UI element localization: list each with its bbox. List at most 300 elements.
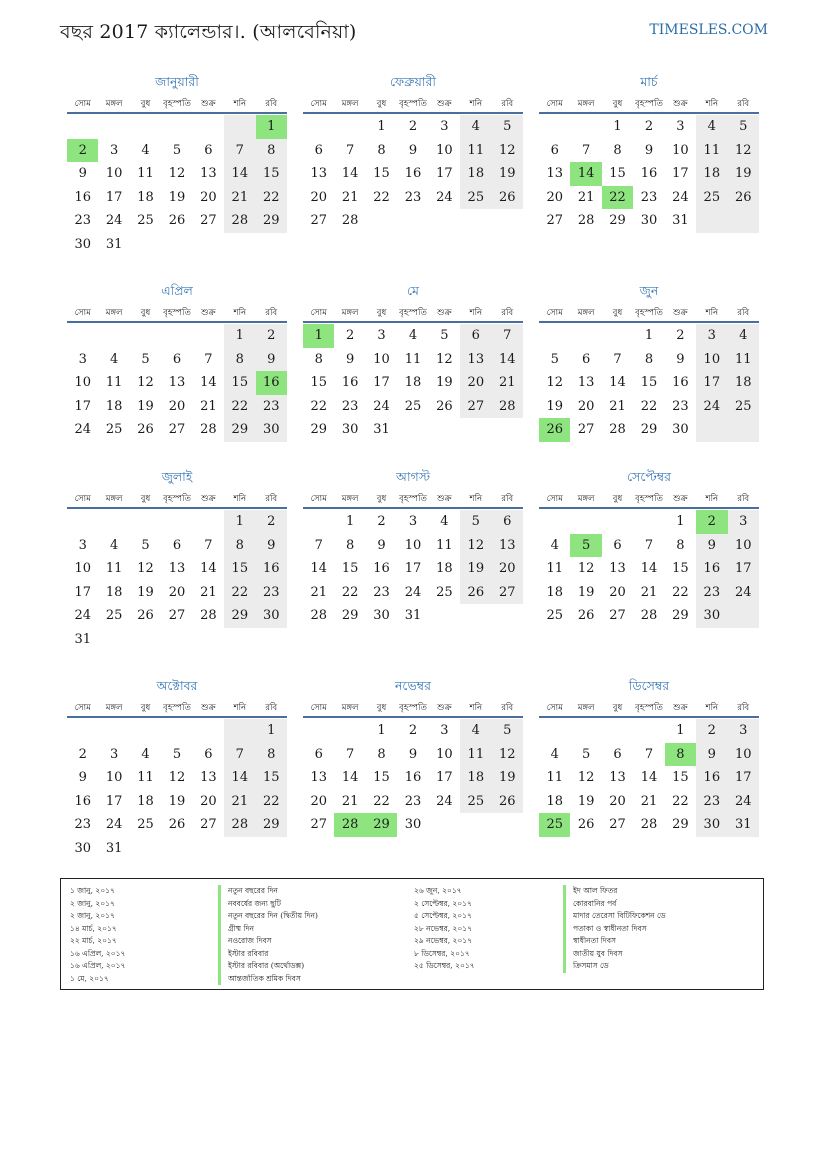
day-cell[interactable]: 21 <box>200 398 217 414</box>
day-cell[interactable]: 22 <box>640 398 658 414</box>
day-cell[interactable]: 3 <box>728 510 759 534</box>
day-cell[interactable]: 1 <box>377 723 386 739</box>
day-cell[interactable]: 29 <box>640 422 658 438</box>
day-cell[interactable]: 18 <box>546 584 563 600</box>
day-cell[interactable]: 25 <box>436 584 453 600</box>
day-cell[interactable]: 24 <box>373 398 390 414</box>
day-cell[interactable]: 29 <box>310 422 327 438</box>
day-cell[interactable]: 17 <box>436 770 453 786</box>
day-cell[interactable]: 9 <box>696 534 727 558</box>
day-cell[interactable]: 6 <box>550 142 559 158</box>
day-cell[interactable]: 17 <box>74 398 91 414</box>
day-cell[interactable]: 4 <box>141 142 150 158</box>
day-cell[interactable]: 10 <box>404 537 422 553</box>
day-cell[interactable]: 2 <box>676 328 685 344</box>
day-cell[interactable]: 21 <box>224 186 255 210</box>
day-cell[interactable]: 10 <box>728 743 759 767</box>
day-cell[interactable]: 7 <box>224 743 255 767</box>
day-cell[interactable]: 25 <box>404 398 422 414</box>
day-cell[interactable]: 12 <box>492 139 523 163</box>
day-cell[interactable]: 30 <box>404 817 422 833</box>
day-cell[interactable]: 5 <box>141 537 150 553</box>
day-cell[interactable]: 4 <box>141 746 150 762</box>
day-cell[interactable]: 13 <box>460 348 491 372</box>
day-cell[interactable]: 5 <box>460 510 491 534</box>
day-cell[interactable]: 21 <box>577 189 595 205</box>
day-cell[interactable]: 22 <box>341 584 359 600</box>
day-cell[interactable]: 3 <box>676 119 685 135</box>
day-cell[interactable]: 1 <box>676 723 685 739</box>
day-cell[interactable]: 12 <box>728 139 759 163</box>
day-cell[interactable]: 8 <box>314 351 323 367</box>
day-cell[interactable]: 24 <box>696 395 727 419</box>
day-cell[interactable]: 3 <box>696 324 727 348</box>
day-cell[interactable]: 19 <box>546 398 563 414</box>
day-cell[interactable]: 19 <box>168 793 186 809</box>
day-cell[interactable]: 1 <box>345 514 355 530</box>
day-cell[interactable]: 28 <box>609 422 626 438</box>
day-cell[interactable]: 9 <box>256 348 287 372</box>
day-cell[interactable]: 21 <box>200 584 217 600</box>
day-cell[interactable]: 9 <box>78 166 87 182</box>
day-cell[interactable]: 14 <box>224 766 255 790</box>
day-cell[interactable]: 11 <box>105 561 123 577</box>
day-cell[interactable]: 8 <box>613 142 622 158</box>
day-cell[interactable]: 10 <box>728 534 759 558</box>
day-cell[interactable]: 7 <box>345 142 355 158</box>
day-cell[interactable]: 10 <box>696 348 727 372</box>
day-cell[interactable]: 16 <box>696 557 727 581</box>
day-cell[interactable]: 10 <box>436 746 453 762</box>
day-cell[interactable]: 15 <box>341 561 359 577</box>
day-cell[interactable]: 14 <box>341 770 359 786</box>
day-cell[interactable]: 19 <box>492 162 523 186</box>
day-cell[interactable]: 30 <box>696 604 727 628</box>
day-cell[interactable]: 30 <box>672 422 689 438</box>
day-cell[interactable]: 27 <box>200 817 217 833</box>
day-cell[interactable]: 9 <box>408 746 418 762</box>
day-cell[interactable]: 16 <box>74 793 91 809</box>
day-cell[interactable]: 31 <box>728 813 759 837</box>
day-cell[interactable]: 16 <box>696 766 727 790</box>
day-cell[interactable]: 30 <box>256 604 287 628</box>
day-cell[interactable]: 31 <box>105 236 123 252</box>
day-cell[interactable]: 8 <box>377 142 386 158</box>
day-cell[interactable]: 8 <box>224 534 255 558</box>
day-cell[interactable]: 7 <box>204 351 213 367</box>
day-cell[interactable]: 12 <box>577 561 595 577</box>
day-cell[interactable]: 23 <box>256 581 287 605</box>
day-cell[interactable]: 7 <box>224 139 255 163</box>
day-cell[interactable]: 5 <box>492 115 523 139</box>
day-cell[interactable]: 14 <box>609 375 626 391</box>
day-cell[interactable]: 13 <box>609 561 626 577</box>
day-cell[interactable]: 23 <box>373 584 390 600</box>
day-cell[interactable]: 1 <box>224 324 255 348</box>
day-cell[interactable]: 28 <box>310 608 327 624</box>
day-cell[interactable]: 2 <box>78 746 87 762</box>
day-cell[interactable]: 12 <box>577 770 595 786</box>
day-cell[interactable]: 2 <box>377 514 386 530</box>
day-cell[interactable]: 6 <box>204 746 213 762</box>
day-cell[interactable]: 2 <box>644 119 654 135</box>
day-cell[interactable]: 19 <box>436 375 453 391</box>
day-cell[interactable]: 11 <box>728 348 759 372</box>
day-cell[interactable]: 26 <box>137 608 154 624</box>
day-cell[interactable]: 1 <box>303 324 334 348</box>
day-cell[interactable]: 11 <box>460 139 491 163</box>
day-cell[interactable]: 5 <box>440 328 449 344</box>
day-cell[interactable]: 4 <box>440 514 449 530</box>
day-cell[interactable]: 16 <box>404 770 422 786</box>
day-cell[interactable]: 29 <box>366 813 397 837</box>
day-cell[interactable]: 10 <box>436 142 453 158</box>
day-cell[interactable]: 25 <box>728 395 759 419</box>
day-cell[interactable]: 9 <box>78 770 87 786</box>
day-cell[interactable]: 10 <box>105 770 123 786</box>
day-cell[interactable]: 16 <box>256 557 287 581</box>
day-cell[interactable]: 6 <box>314 746 323 762</box>
day-cell[interactable]: 31 <box>672 213 689 229</box>
day-cell[interactable]: 18 <box>696 162 727 186</box>
day-cell[interactable]: 20 <box>310 189 327 205</box>
day-cell[interactable]: 13 <box>168 375 186 391</box>
day-cell[interactable]: 24 <box>74 422 91 438</box>
day-cell[interactable]: 1 <box>256 719 287 743</box>
day-cell[interactable]: 17 <box>728 766 759 790</box>
day-cell[interactable]: 4 <box>460 719 491 743</box>
day-cell[interactable]: 23 <box>74 817 91 833</box>
day-cell[interactable]: 27 <box>492 581 523 605</box>
day-cell[interactable]: 29 <box>341 608 359 624</box>
day-cell[interactable]: 19 <box>460 557 491 581</box>
day-cell[interactable]: 24 <box>74 608 91 624</box>
day-cell[interactable]: 23 <box>74 213 91 229</box>
day-cell[interactable]: 29 <box>609 213 626 229</box>
day-cell[interactable]: 6 <box>172 351 182 367</box>
day-cell[interactable]: 15 <box>672 770 689 786</box>
day-cell[interactable]: 24 <box>436 793 453 809</box>
day-cell[interactable]: 12 <box>460 534 491 558</box>
day-cell[interactable]: 8 <box>256 139 287 163</box>
day-cell[interactable]: 29 <box>256 209 287 233</box>
day-cell[interactable]: 26 <box>168 817 186 833</box>
day-cell[interactable]: 1 <box>613 119 622 135</box>
day-cell[interactable]: 28 <box>200 608 217 624</box>
day-cell[interactable]: 20 <box>200 793 217 809</box>
day-cell[interactable]: 14 <box>200 375 217 391</box>
day-cell[interactable]: 24 <box>728 581 759 605</box>
day-cell[interactable]: 16 <box>404 166 422 182</box>
day-cell[interactable]: 2 <box>696 510 727 534</box>
day-cell[interactable]: 26 <box>492 790 523 814</box>
day-cell[interactable]: 15 <box>373 166 390 182</box>
day-cell[interactable]: 19 <box>137 398 154 414</box>
day-cell[interactable]: 5 <box>581 746 591 762</box>
day-cell[interactable]: 18 <box>728 371 759 395</box>
day-cell[interactable]: 14 <box>200 561 217 577</box>
day-cell[interactable]: 16 <box>672 375 689 391</box>
day-cell[interactable]: 5 <box>570 534 601 558</box>
day-cell[interactable]: 23 <box>256 395 287 419</box>
day-cell[interactable]: 21 <box>310 584 327 600</box>
day-cell[interactable]: 12 <box>168 166 186 182</box>
day-cell[interactable]: 28 <box>200 422 217 438</box>
day-cell[interactable]: 5 <box>728 115 759 139</box>
day-cell[interactable]: 18 <box>460 162 491 186</box>
day-cell[interactable]: 27 <box>310 213 327 229</box>
day-cell[interactable]: 20 <box>546 189 563 205</box>
day-cell[interactable]: 4 <box>109 537 119 553</box>
day-cell[interactable]: 29 <box>672 817 689 833</box>
day-cell[interactable]: 2 <box>256 510 287 534</box>
day-cell[interactable]: 15 <box>672 561 689 577</box>
day-cell[interactable]: 22 <box>602 186 633 210</box>
day-cell[interactable]: 25 <box>105 608 123 624</box>
day-cell[interactable]: 6 <box>581 351 591 367</box>
day-cell[interactable]: 13 <box>200 166 217 182</box>
day-cell[interactable]: 23 <box>404 793 422 809</box>
day-cell[interactable]: 4 <box>696 115 727 139</box>
day-cell[interactable]: 27 <box>546 213 563 229</box>
day-cell[interactable]: 13 <box>168 561 186 577</box>
day-cell[interactable]: 7 <box>492 324 523 348</box>
day-cell[interactable]: 11 <box>137 166 154 182</box>
day-cell[interactable]: 21 <box>492 371 523 395</box>
day-cell[interactable]: 22 <box>256 790 287 814</box>
day-cell[interactable]: 11 <box>137 770 154 786</box>
day-cell[interactable]: 20 <box>577 398 595 414</box>
day-cell[interactable]: 23 <box>696 790 727 814</box>
day-cell[interactable]: 9 <box>676 351 685 367</box>
day-cell[interactable]: 7 <box>345 746 355 762</box>
day-cell[interactable]: 10 <box>672 142 689 158</box>
day-cell[interactable]: 27 <box>609 817 626 833</box>
day-cell[interactable]: 30 <box>696 813 727 837</box>
day-cell[interactable]: 30 <box>640 213 658 229</box>
day-cell[interactable]: 17 <box>105 793 123 809</box>
day-cell[interactable]: 29 <box>256 813 287 837</box>
day-cell[interactable]: 14 <box>640 770 658 786</box>
day-cell[interactable]: 11 <box>546 770 563 786</box>
day-cell[interactable]: 3 <box>728 719 759 743</box>
day-cell[interactable]: 30 <box>341 422 359 438</box>
day-cell[interactable]: 3 <box>109 142 119 158</box>
day-cell[interactable]: 25 <box>105 422 123 438</box>
day-cell[interactable]: 13 <box>200 770 217 786</box>
day-cell[interactable]: 20 <box>460 371 491 395</box>
day-cell[interactable]: 6 <box>492 510 523 534</box>
day-cell[interactable]: 26 <box>460 581 491 605</box>
day-cell[interactable]: 20 <box>609 584 626 600</box>
day-cell[interactable]: 4 <box>550 746 559 762</box>
day-cell[interactable]: 5 <box>172 746 182 762</box>
day-cell[interactable]: 20 <box>492 557 523 581</box>
day-cell[interactable]: 12 <box>436 351 453 367</box>
day-cell[interactable]: 1 <box>676 514 685 530</box>
day-cell[interactable]: 21 <box>609 398 626 414</box>
day-cell[interactable]: 30 <box>74 236 91 252</box>
day-cell[interactable]: 4 <box>109 351 119 367</box>
day-cell[interactable]: 6 <box>460 324 491 348</box>
day-cell[interactable]: 15 <box>609 166 626 182</box>
day-cell[interactable]: 9 <box>345 351 355 367</box>
day-cell[interactable]: 28 <box>492 395 523 419</box>
day-cell[interactable]: 4 <box>460 115 491 139</box>
day-cell[interactable]: 29 <box>672 608 689 624</box>
day-cell[interactable]: 4 <box>408 328 418 344</box>
day-cell[interactable]: 19 <box>728 162 759 186</box>
day-cell[interactable]: 26 <box>577 817 595 833</box>
day-cell[interactable]: 10 <box>105 166 123 182</box>
day-cell[interactable]: 12 <box>546 375 563 391</box>
day-cell[interactable]: 28 <box>224 209 255 233</box>
day-cell[interactable]: 12 <box>168 770 186 786</box>
day-cell[interactable]: 18 <box>546 793 563 809</box>
day-cell[interactable]: 24 <box>105 817 123 833</box>
day-cell[interactable]: 3 <box>78 351 87 367</box>
day-cell[interactable]: 25 <box>460 186 491 210</box>
day-cell[interactable]: 26 <box>728 186 759 210</box>
day-cell[interactable]: 11 <box>696 139 727 163</box>
day-cell[interactable]: 18 <box>105 584 123 600</box>
day-cell[interactable]: 30 <box>373 608 390 624</box>
day-cell[interactable]: 21 <box>341 793 359 809</box>
day-cell[interactable]: 19 <box>577 793 595 809</box>
day-cell[interactable]: 5 <box>141 351 150 367</box>
day-cell[interactable]: 17 <box>728 557 759 581</box>
day-cell[interactable]: 11 <box>460 743 491 767</box>
day-cell[interactable]: 6 <box>314 142 323 158</box>
day-cell[interactable]: 11 <box>105 375 123 391</box>
day-cell[interactable]: 21 <box>640 793 658 809</box>
day-cell[interactable]: 22 <box>310 398 327 414</box>
day-cell[interactable]: 18 <box>105 398 123 414</box>
day-cell[interactable]: 26 <box>577 608 595 624</box>
day-cell[interactable]: 14 <box>341 166 359 182</box>
day-cell[interactable]: 17 <box>105 189 123 205</box>
day-cell[interactable]: 14 <box>640 561 658 577</box>
day-cell[interactable]: 13 <box>577 375 595 391</box>
day-cell[interactable]: 7 <box>581 142 591 158</box>
day-cell[interactable]: 25 <box>460 790 491 814</box>
day-cell[interactable]: 23 <box>696 581 727 605</box>
day-cell[interactable]: 3 <box>78 537 87 553</box>
day-cell[interactable]: 5 <box>550 351 559 367</box>
day-cell[interactable]: 24 <box>105 213 123 229</box>
day-cell[interactable]: 2 <box>408 119 418 135</box>
day-cell[interactable]: 25 <box>539 813 570 837</box>
day-cell[interactable]: 13 <box>492 534 523 558</box>
day-cell[interactable]: 6 <box>204 142 213 158</box>
day-cell[interactable]: 27 <box>460 395 491 419</box>
day-cell[interactable]: 15 <box>224 371 255 395</box>
day-cell[interactable]: 14 <box>310 561 327 577</box>
day-cell[interactable]: 29 <box>224 418 255 442</box>
day-cell[interactable]: 8 <box>676 537 685 553</box>
day-cell[interactable]: 18 <box>460 766 491 790</box>
day-cell[interactable]: 25 <box>546 608 563 624</box>
day-cell[interactable]: 24 <box>436 189 453 205</box>
day-cell[interactable]: 16 <box>341 375 359 391</box>
day-cell[interactable]: 29 <box>224 604 255 628</box>
day-cell[interactable]: 26 <box>137 422 154 438</box>
day-cell[interactable]: 11 <box>546 561 563 577</box>
day-cell[interactable]: 14 <box>570 162 601 186</box>
day-cell[interactable]: 22 <box>373 189 390 205</box>
day-cell[interactable]: 19 <box>137 584 154 600</box>
day-cell[interactable]: 1 <box>377 119 386 135</box>
day-cell[interactable]: 22 <box>224 581 255 605</box>
day-cell[interactable]: 25 <box>137 817 154 833</box>
day-cell[interactable]: 8 <box>345 537 355 553</box>
day-cell[interactable]: 1 <box>256 115 287 139</box>
day-cell[interactable]: 17 <box>672 166 689 182</box>
day-cell[interactable]: 7 <box>314 537 323 553</box>
day-cell[interactable]: 8 <box>377 746 386 762</box>
day-cell[interactable]: 2 <box>256 324 287 348</box>
day-cell[interactable]: 2 <box>408 723 418 739</box>
day-cell[interactable]: 25 <box>137 213 154 229</box>
day-cell[interactable]: 18 <box>137 189 154 205</box>
day-cell[interactable]: 21 <box>224 790 255 814</box>
day-cell[interactable]: 13 <box>546 166 563 182</box>
day-cell[interactable]: 20 <box>168 584 186 600</box>
day-cell[interactable]: 17 <box>404 561 422 577</box>
day-cell[interactable]: 12 <box>492 743 523 767</box>
day-cell[interactable]: 22 <box>224 395 255 419</box>
day-cell[interactable]: 8 <box>256 743 287 767</box>
day-cell[interactable]: 28 <box>577 213 595 229</box>
day-cell[interactable]: 28 <box>224 813 255 837</box>
day-cell[interactable]: 7 <box>644 746 654 762</box>
day-cell[interactable]: 20 <box>609 793 626 809</box>
day-cell[interactable]: 26 <box>492 186 523 210</box>
day-cell[interactable]: 16 <box>74 189 91 205</box>
day-cell[interactable]: 16 <box>640 166 658 182</box>
day-cell[interactable]: 28 <box>640 817 658 833</box>
day-cell[interactable]: 1 <box>644 328 654 344</box>
day-cell[interactable]: 14 <box>492 348 523 372</box>
day-cell[interactable]: 27 <box>200 213 217 229</box>
day-cell[interactable]: 26 <box>168 213 186 229</box>
day-cell[interactable]: 17 <box>74 584 91 600</box>
day-cell[interactable]: 9 <box>377 537 386 553</box>
day-cell[interactable]: 23 <box>640 189 658 205</box>
day-cell[interactable]: 31 <box>105 840 123 856</box>
day-cell[interactable]: 15 <box>256 162 287 186</box>
day-cell[interactable]: 24 <box>404 584 422 600</box>
day-cell[interactable]: 10 <box>74 375 91 391</box>
day-cell[interactable]: 15 <box>310 375 327 391</box>
day-cell[interactable]: 21 <box>341 189 359 205</box>
day-cell[interactable]: 27 <box>168 608 186 624</box>
day-cell[interactable]: 18 <box>404 375 422 391</box>
day-cell[interactable]: 27 <box>577 422 595 438</box>
day-cell[interactable]: 23 <box>672 398 689 414</box>
day-cell[interactable]: 15 <box>256 766 287 790</box>
day-cell[interactable]: 19 <box>168 189 186 205</box>
day-cell[interactable]: 3 <box>109 746 119 762</box>
day-cell[interactable]: 17 <box>436 166 453 182</box>
day-cell[interactable]: 17 <box>696 371 727 395</box>
day-cell[interactable]: 11 <box>404 351 422 367</box>
day-cell[interactable]: 23 <box>341 398 359 414</box>
day-cell[interactable]: 8 <box>665 743 696 767</box>
day-cell[interactable]: 27 <box>168 422 186 438</box>
day-cell[interactable]: 27 <box>609 608 626 624</box>
day-cell[interactable]: 7 <box>204 537 213 553</box>
